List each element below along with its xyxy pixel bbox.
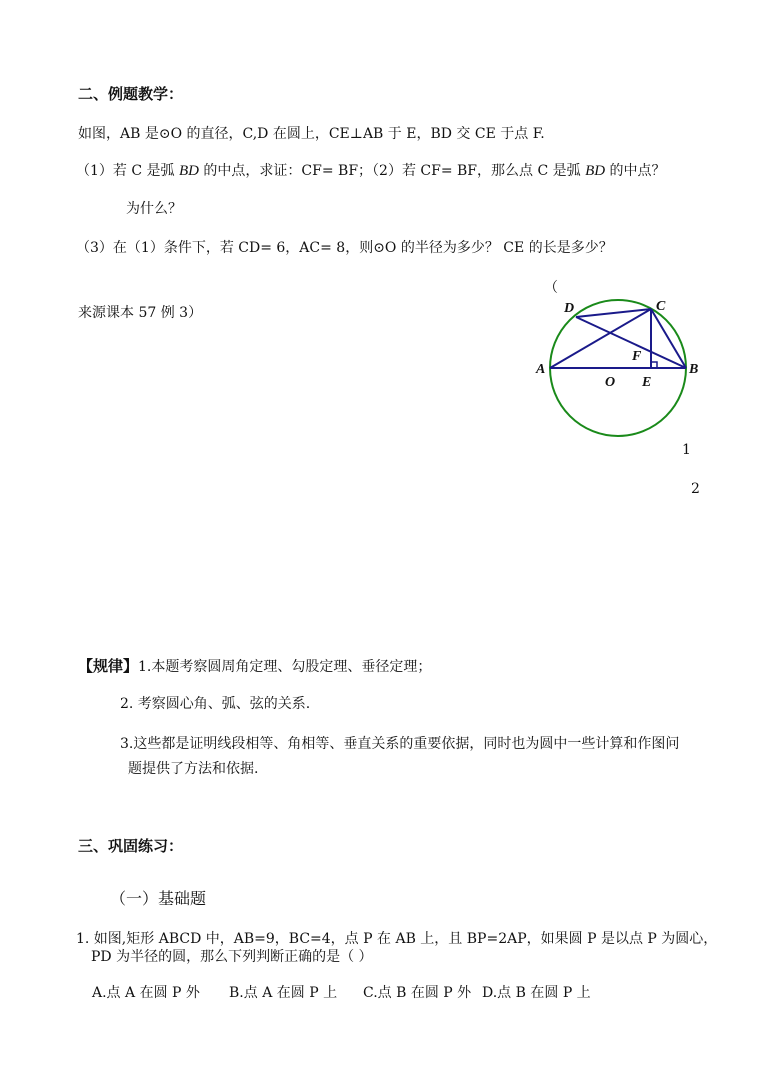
- label-c: C: [656, 299, 666, 314]
- rules-item-3: 3.这些都是证明线段相等、角相等、垂直关系的重要依据，同时也为圆中一些计算和作图问: [120, 736, 680, 752]
- stray-paren: （: [544, 280, 558, 296]
- question-3: （3）在（1）条件下，若 CD= 6，AC= 8，则⊙O 的半径为多少？ CE 的长是多少？: [76, 240, 613, 256]
- stray-number-1: 1: [682, 442, 691, 458]
- question-1-text-a: （1）若 C 是弧: [76, 163, 179, 179]
- question-1-text-c: 的中点？: [605, 163, 666, 179]
- rules-item-1: 1.本题考察圆周角定理、勾股定理、垂径定理；: [138, 659, 432, 675]
- label-d: D: [564, 301, 575, 316]
- problem-1-line-2: PD 为半径的圆，那么下列判断正确的是（ ）: [91, 949, 373, 965]
- label-a: A: [536, 362, 546, 377]
- rules-tag: 【规律】: [78, 657, 139, 675]
- option-c: C.点 B 在圆 P 外: [363, 985, 472, 1001]
- question-1-text-b: 的中点，求证：CF= BF；（2）若 CF= BF，那么点 C 是弧: [198, 163, 586, 179]
- label-f: F: [632, 349, 642, 364]
- section-heading-example: 二、例题教学：: [78, 85, 184, 103]
- rules-item-3-continued: 题提供了方法和依据.: [128, 761, 259, 777]
- arc-bd-label: BD: [585, 163, 606, 179]
- rules-item-2: 2. 考察圆心角、弧、弦的关系.: [120, 696, 311, 712]
- label-o: O: [605, 375, 616, 390]
- label-e: E: [642, 375, 652, 390]
- question-1: [76, 161, 666, 181]
- option-d: D.点 B 在圆 P 上: [482, 985, 591, 1001]
- option-b: B.点 A 在圆 P 上: [229, 985, 338, 1001]
- stray-number-2: 2: [691, 481, 700, 497]
- arc-bd-label: BD: [178, 163, 199, 179]
- section-heading-practice: 三、巩固练习：: [78, 837, 184, 855]
- rules-line-1: [78, 656, 431, 677]
- source-note: 来源课本 57 例 3）: [78, 305, 203, 321]
- problem-1-line-1: 1. 如图,矩形 ABCD 中，AB=9，BC=4，点 P 在 AB 上，且 BP=2AP，如果圆 P 是以点 P 为圆心，: [76, 931, 718, 947]
- subsection-basic: （一）基础题: [110, 889, 207, 908]
- figure-lines: [550, 309, 686, 368]
- label-b: B: [689, 362, 699, 377]
- question-2-why: 为什么？: [126, 201, 182, 217]
- problem-intro: 如图，AB 是⊙O 的直径，C,D 在圆上，CE⊥AB 于 E，BD 交 CE 于点 F.: [78, 126, 545, 142]
- option-a: A.点 A 在圆 P 外: [92, 985, 200, 1001]
- circle-figure: [520, 290, 710, 450]
